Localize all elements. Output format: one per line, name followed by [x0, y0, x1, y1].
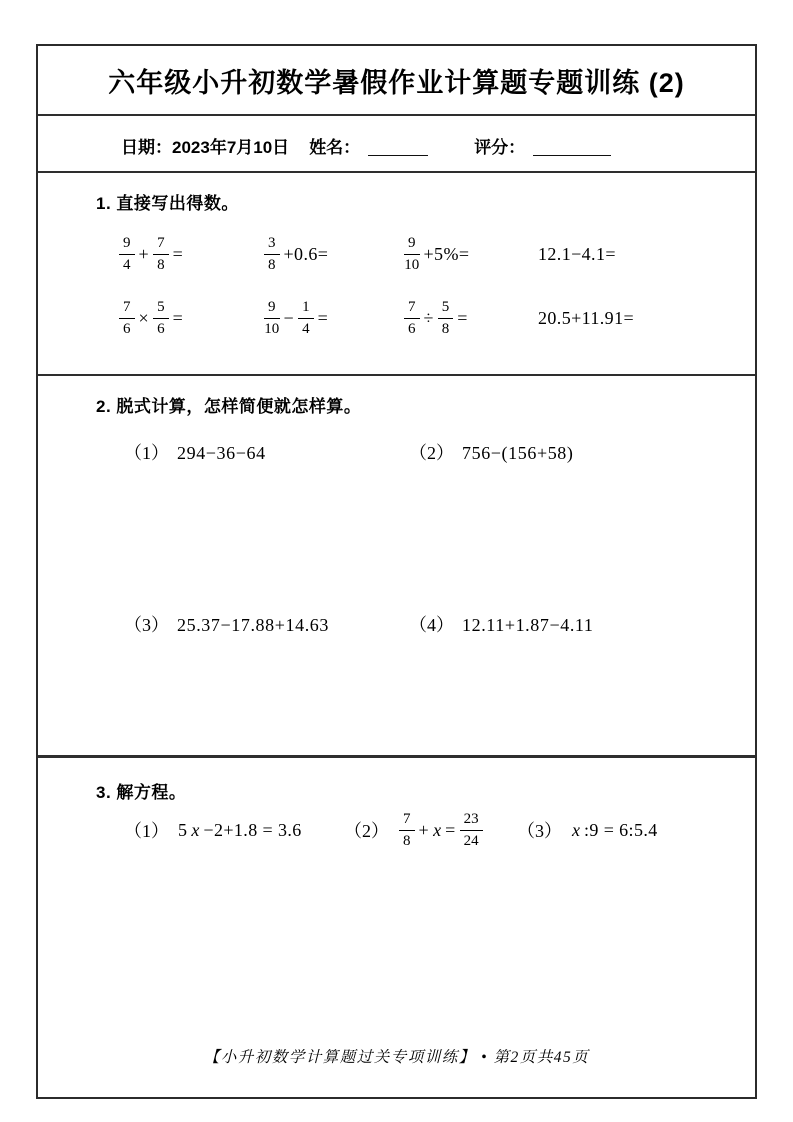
- math-text: −: [283, 307, 295, 328]
- section-2: [38, 376, 755, 758]
- score-label: 评分：: [474, 138, 526, 157]
- equation-3: [517, 817, 658, 843]
- name-label: 姓名：: [309, 138, 361, 157]
- math-text: +: [138, 243, 150, 264]
- problem-4-label: （4）: [409, 615, 454, 635]
- problem-1: [124, 439, 409, 465]
- problem-2-expression: 756−(156+58): [462, 443, 574, 463]
- fraction: $\frac{7}{8}$: [153, 235, 169, 273]
- math-variable: x: [191, 819, 200, 840]
- header-row: [38, 116, 755, 173]
- math-row-2: [118, 292, 755, 344]
- problem-3-label: （3）: [124, 615, 169, 635]
- math-text: =: [457, 307, 468, 328]
- fraction: $\frac{7}{6}$: [404, 299, 420, 337]
- problem-4-expression: 12.11+1.87−4.11: [462, 615, 594, 635]
- math-text: −2+1.8 = 3.6: [203, 819, 302, 840]
- section-1: [38, 173, 755, 376]
- equation-1: [124, 817, 344, 843]
- section-3-heading: 3. 解方程。: [96, 783, 187, 802]
- math-item-1: [118, 228, 263, 280]
- math-text: =: [445, 819, 456, 840]
- math-text: +: [418, 819, 430, 840]
- section-1-heading: 1. 直接写出得数。: [96, 194, 239, 213]
- fraction: $\frac{7}{6}$: [119, 299, 135, 337]
- title-row: [38, 46, 755, 116]
- math-item-6: [263, 292, 403, 344]
- math-item-2: [263, 228, 403, 280]
- fraction: $\frac{3}{8}$: [264, 235, 280, 273]
- problem-3-expression: 25.37−17.88+14.63: [177, 615, 330, 635]
- fraction: $\frac{1}{4}$: [298, 299, 314, 337]
- equation-1-expression: [178, 820, 302, 841]
- math-row-1: [118, 228, 755, 280]
- math-item-3: [403, 228, 538, 280]
- equation-1-label: （1）: [124, 821, 169, 841]
- fraction: $\frac{7}{8}$: [399, 811, 415, 849]
- problem-2-label: （2）: [409, 443, 454, 463]
- equation-2-expression: [398, 811, 484, 849]
- fraction: $\frac{5}{6}$: [153, 299, 169, 337]
- equation-2-label: （2）: [344, 821, 389, 841]
- math-text: 12.1−4.1=: [538, 243, 616, 264]
- equation-row: [124, 811, 755, 849]
- math-text: =: [317, 307, 329, 328]
- math-text: :9 = 6:5.4: [584, 819, 658, 840]
- problem-1-label: （1）: [124, 443, 169, 463]
- math-text: 5: [178, 819, 188, 840]
- page-title: 六年级小升初数学暑假作业计算题专题训练 (2): [108, 67, 685, 98]
- math-text: +5%=: [423, 243, 470, 264]
- math-item-8: [538, 292, 755, 344]
- math-variable: x: [433, 819, 442, 840]
- equation-2: [344, 811, 517, 849]
- math-variable: x: [572, 819, 580, 840]
- problem-row-2: [124, 611, 755, 637]
- fraction: $\frac{9}{10}$: [404, 235, 420, 273]
- score-blank: [533, 154, 611, 156]
- page-footer: 【小升初数学计算题过关专项训练】 • 第2页共45页: [203, 1049, 590, 1066]
- problem-1-expression: 294−36−64: [177, 443, 266, 463]
- math-item-5: [118, 292, 263, 344]
- name-blank: [368, 154, 428, 156]
- date-text: 日期：2023年7月10日: [121, 138, 290, 157]
- fraction: $\frac{23}{24}$: [460, 811, 483, 849]
- fraction: $\frac{5}{8}$: [438, 299, 454, 337]
- math-text: 20.5+11.91=: [538, 307, 635, 328]
- math-text: +0.6=: [283, 243, 329, 264]
- problem-4: [409, 611, 593, 637]
- problem-row-1: [124, 439, 755, 465]
- problem-3: [124, 611, 409, 637]
- math-text: ×: [138, 307, 150, 328]
- math-item-7: [403, 292, 538, 344]
- problem-2: [409, 439, 574, 465]
- fraction: $\frac{9}{10}$: [264, 299, 280, 337]
- math-text: =: [172, 243, 184, 264]
- math-text: =: [172, 307, 184, 328]
- section-2-heading: 2. 脱式计算，怎样简便就怎样算。: [96, 397, 362, 416]
- equation-3-label: （3）: [517, 821, 562, 841]
- fraction: $\frac{9}{4}$: [119, 235, 135, 273]
- math-item-4: [538, 228, 755, 280]
- section-3: [38, 758, 755, 1097]
- math-text: ÷: [423, 307, 434, 328]
- worksheet-border: [36, 44, 757, 1099]
- equation-3-expression: [571, 820, 658, 841]
